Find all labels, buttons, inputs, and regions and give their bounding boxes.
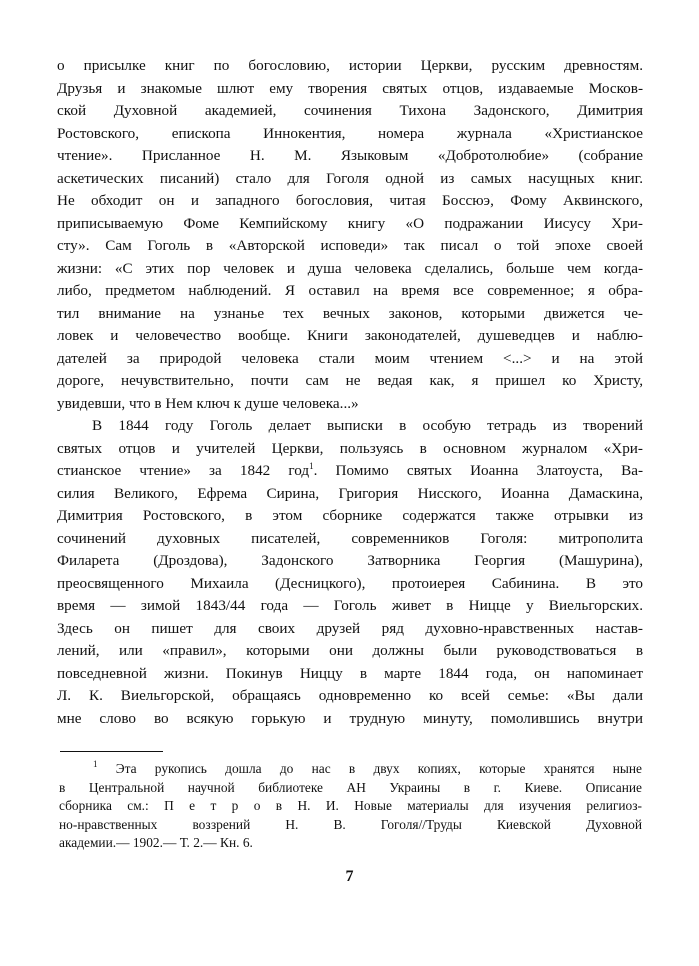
text-line: Ростовского, епископа Иннокентия, номера журнала «Христианское — [57, 124, 643, 142]
text-line: дороге, нечувствительно, почти сам не ведая как, я пришел ко Христу, — [57, 372, 643, 389]
text-line: приписываемую Фоме Кемпийскому книгу «О подражании Иисусу Хри- — [57, 214, 643, 232]
text-line: сту». Сам Гоголь в «Авторской исповеди» так писал о той эпохе своей — [57, 237, 643, 254]
author-name-spaced: П е т р о в — [164, 798, 283, 813]
text-line: Друзья и знакомые шлют ему творения святых отцов, издаваемые Москов- — [57, 79, 643, 97]
text-line: лений, или «правил», которыми они должны были руководствоваться в — [57, 642, 643, 659]
text-line: тил внимание на узнанье тех вечных законов, которыми движется че- — [57, 304, 643, 322]
text-line: жизни: «С этих пор человек и душа человека сделались, больше чем когда- — [57, 259, 643, 277]
text-line: сочинений духовных писателей, современников Гоголя: митрополита — [57, 529, 643, 547]
footnote-separator — [60, 751, 163, 752]
text-segment: Эта рукопись дошла до нас в двух копиях, которые хранятся ныне — [97, 761, 642, 776]
text-line: мне слово во всякую горькую и трудную минуту, помолившись внутри — [57, 709, 643, 727]
footnote-line: но-нравственных воззрений Н. В. Гоголя//Труды Киевской Духовной — [59, 816, 642, 832]
text-line: ской Духовной академией, сочинения Тихона Задонского, Димитрия — [57, 102, 643, 119]
text-line — [57, 460, 643, 483]
text-line: Димитрия Ростовского, в этом сборнике содержатся также отрывки из — [57, 507, 643, 524]
footnote-line — [59, 797, 642, 816]
footnote-line: в Центральной научной библиотеке АН Украины в г. Киеве. Описание — [59, 779, 642, 795]
footnote-line — [59, 760, 642, 779]
text-line: повседневной жизни. Покинув Ниццу в марте 1844 года, он напоминает — [57, 664, 643, 682]
text-line: ловек и человечество вообще. Книги законодателей, душеведцев и наблю- — [57, 327, 643, 344]
text-segment: . Помимо святых Иоанна Златоуста, Ва- — [313, 462, 643, 479]
text-line: Л. К. Виельгорской, обращаясь одновременно ко всей семье: «Вы дали — [57, 687, 643, 704]
text-line: святых отцов и учителей Церкви, пользуясь в основном журналом «Хри- — [57, 439, 643, 457]
text-line: Не обходит он и западного богословия, читая Боссюэ, Фому Аквинского, — [57, 192, 643, 209]
text-line: либо, предметом наблюдений. Я оставил на время все современное; я обра- — [57, 282, 643, 299]
footnote — [59, 760, 642, 853]
text-line: дателей за природой человека стали моим чтением <...> и на этой — [57, 349, 643, 367]
page-number: 7 — [345, 868, 354, 885]
text-segment: сборника см.: — [59, 798, 165, 813]
footnote-line: академии.— 1902.— Т. 2.— Кн. 6. — [59, 835, 253, 850]
text-line: Филарета (Дроздова), Задонского Затворника Георгия (Машурина), — [57, 552, 643, 569]
footnote-marker: 1 — [93, 760, 98, 769]
main-text — [57, 55, 643, 730]
footnote-reference: 1 — [309, 461, 314, 471]
text-line: аскетических писаний) стало для Гоголя одной из самых насущных книг. — [57, 169, 643, 187]
text-segment: Н. И. Новые материалы для изучения религиоз- — [282, 798, 642, 813]
text-line: время — зимой 1843/44 года — Гоголь живет в Ницце у Виельгорских. — [57, 597, 643, 614]
text-line: преосвященного Михаила (Десницкого), протоиерея Сабинина. В это — [57, 574, 643, 592]
text-segment: стианское чтение» за 1842 год — [57, 462, 310, 479]
text-line: о присылке книг по богословию, истории Церкви, русским древностям. — [57, 57, 643, 74]
text-line: силия Великого, Ефрема Сирина, Григория Нисского, Иоанна Дамаскина, — [57, 484, 643, 502]
text-line: Здесь он пишет для своих друзей ряд духовно-нравственных настав- — [57, 619, 643, 637]
text-line: увидевши, что в Нем ключ к душе человека...» — [57, 394, 359, 412]
text-line: чтение». Присланное Н. М. Языковым «Добротолюбие» (собрание — [57, 147, 643, 164]
text-line: В 1844 году Гоголь делает выписки в особую тетрадь из творений — [92, 417, 643, 434]
